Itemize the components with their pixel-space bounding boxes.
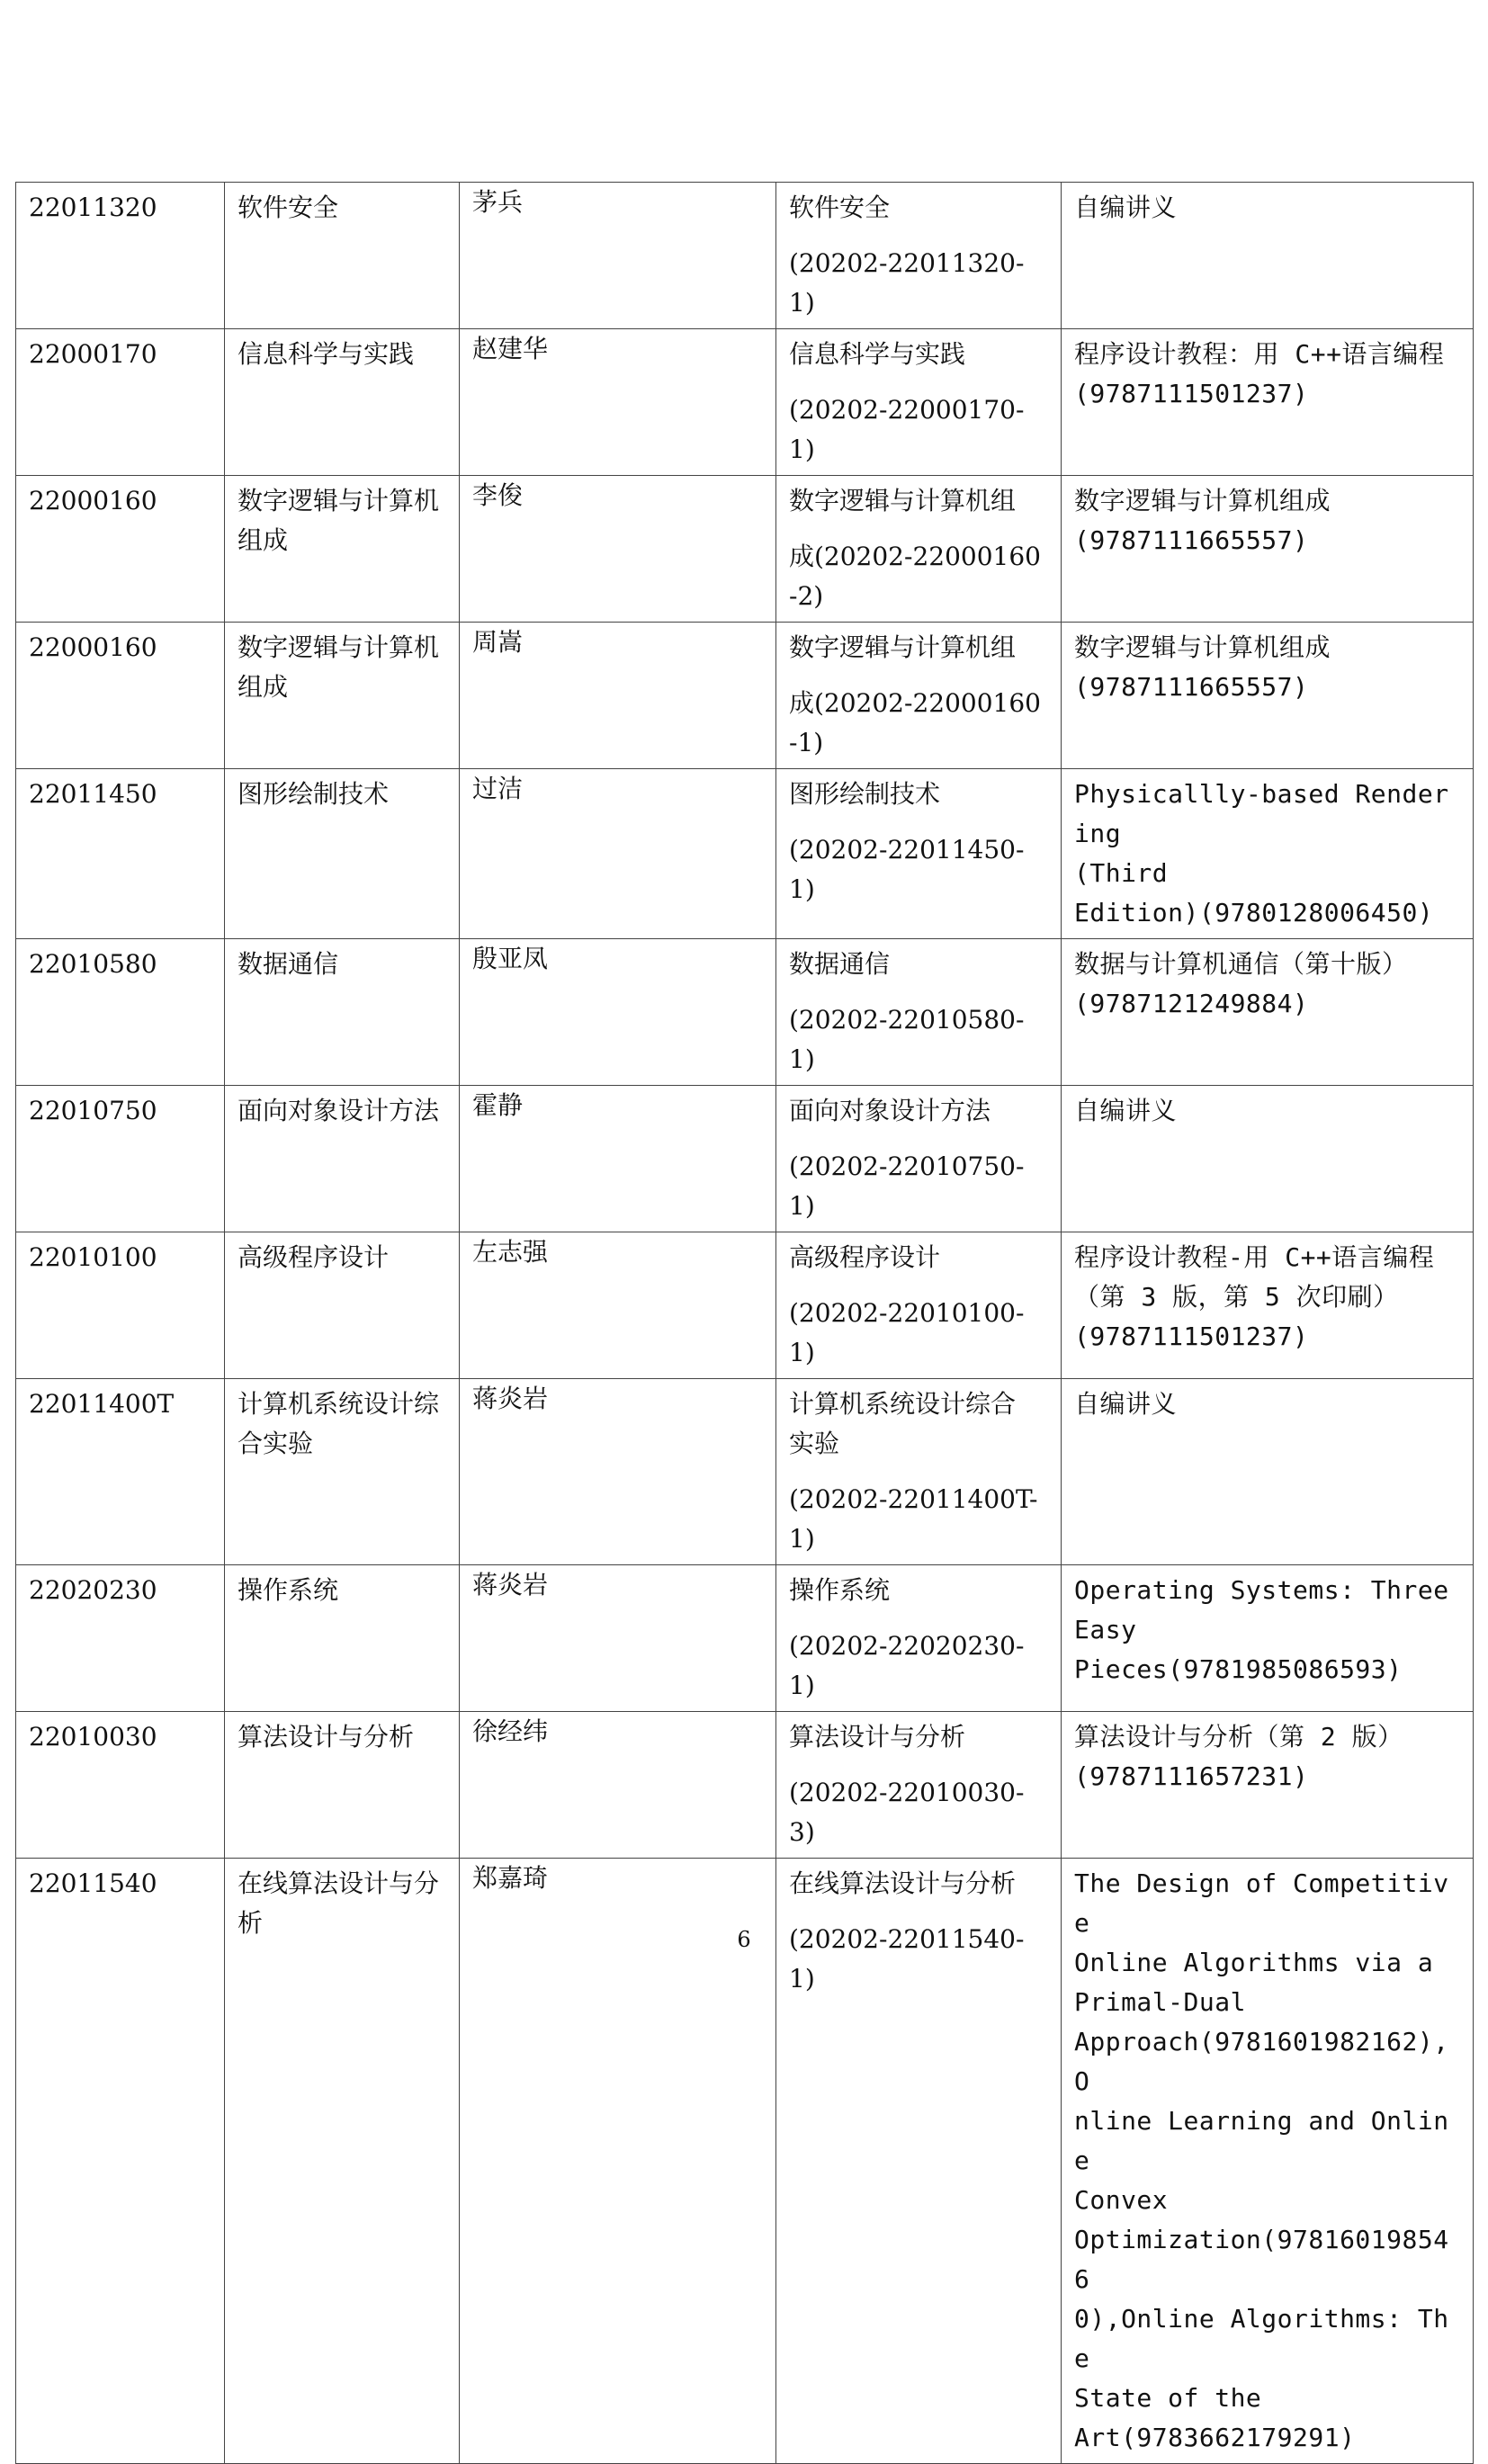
class-line: (20202-22010750-1) <box>789 1151 1025 1221</box>
class-line: (20202-22011540-1) <box>789 1924 1025 1994</box>
class-cell <box>776 1232 1062 1379</box>
textbook-line: 数字逻辑与计算机组成 <box>1074 632 1331 662</box>
class-line: (20202-22000170-1) <box>789 395 1025 464</box>
class-cell <box>776 1379 1062 1565</box>
teacher-cell: 过洁 <box>460 769 776 939</box>
textbook-cell <box>1062 1086 1474 1232</box>
textbook-cell <box>1062 769 1474 939</box>
page-number: 6 <box>737 1927 751 1952</box>
class-line: (20202-22010100-1) <box>789 1298 1025 1367</box>
course-name-cell: 高级程序设计 <box>225 1232 460 1379</box>
class-line: (20202-22011320-1) <box>789 248 1025 318</box>
textbook-line: nline Learning and Online <box>1074 2106 1449 2175</box>
textbook-cell <box>1062 329 1474 476</box>
course-code-cell: 22010750 <box>16 1086 225 1232</box>
table-row <box>16 183 1474 329</box>
textbook-line: (Third <box>1074 858 1169 888</box>
course-name-cell: 计算机系统设计综合实验 <box>225 1379 460 1565</box>
class-line: 数字逻辑与计算机组 <box>789 632 1017 662</box>
course-name-cell: 算法设计与分析 <box>225 1712 460 1859</box>
teacher-cell: 霍静 <box>460 1086 776 1232</box>
teacher-cell: 赵建华 <box>460 329 776 476</box>
textbook-line: Optimization(978160198546 <box>1074 2225 1449 2294</box>
class-cell <box>776 623 1062 769</box>
class-line: 信息科学与实践 <box>789 339 966 369</box>
course-code-cell: 22010580 <box>16 939 225 1086</box>
table-row <box>16 623 1474 769</box>
textbook-line: Pieces(9781985086593) <box>1074 1654 1403 1684</box>
teacher-cell: 蒋炎岩 <box>460 1565 776 1712</box>
course-code-cell: 22011450 <box>16 769 225 939</box>
class-line: 面向对象设计方法 <box>789 1096 991 1125</box>
class-line: (20202-22011400T-1) <box>789 1484 1038 1554</box>
textbook-line: (9787111665557) <box>1074 525 1309 555</box>
class-line: 数据通信 <box>789 949 891 979</box>
textbook-line: 0),Online Algorithms: The <box>1074 2304 1449 2373</box>
teacher-cell: 茅兵 <box>460 183 776 329</box>
table-row <box>16 1712 1474 1859</box>
textbook-line: Approach(9781601982162),O <box>1074 2027 1449 2096</box>
textbook-cell <box>1062 1712 1474 1859</box>
class-line: 数字逻辑与计算机组 <box>789 486 1017 515</box>
textbook-cell <box>1062 1565 1474 1712</box>
table-row <box>16 329 1474 476</box>
textbook-line: Edition)(9780128006450) <box>1074 898 1434 927</box>
class-line: 操作系统 <box>789 1575 891 1605</box>
teacher-cell: 周嵩 <box>460 623 776 769</box>
class-line: 计算机系统设计综合 <box>789 1389 1017 1419</box>
class-line: 软件安全 <box>789 193 891 222</box>
class-cell <box>776 1712 1062 1859</box>
course-code-cell: 22011540 <box>16 1859 225 2464</box>
textbook-cell <box>1062 623 1474 769</box>
course-code-cell: 22000160 <box>16 623 225 769</box>
table-row <box>16 1086 1474 1232</box>
textbook-cell <box>1062 476 1474 623</box>
course-code-cell: 22011320 <box>16 183 225 329</box>
course-code-cell: 22010100 <box>16 1232 225 1379</box>
course-name-cell: 在线算法设计与分析 <box>225 1859 460 2464</box>
class-line: 图形绘制技术 <box>789 779 941 809</box>
textbook-line: State of the <box>1074 2383 1262 2413</box>
textbook-line: Operating Systems: Three <box>1074 1575 1449 1605</box>
table-row <box>16 769 1474 939</box>
textbook-line: 自编讲义 <box>1074 1096 1178 1125</box>
textbook-line: Online Algorithms via a <box>1074 1948 1434 1977</box>
textbook-line: (9787111657231) <box>1074 1761 1309 1791</box>
textbook-line: (9787111665557) <box>1074 672 1309 702</box>
class-cell <box>776 769 1062 939</box>
class-cell <box>776 476 1062 623</box>
textbook-line: The Design of Competitive <box>1074 1868 1449 1938</box>
course-name-cell: 数字逻辑与计算机组成 <box>225 623 460 769</box>
course-code-cell: 22010030 <box>16 1712 225 1859</box>
textbook-line: Art(9783662179291) <box>1074 2423 1356 2452</box>
textbook-line: （第 3 版，第 5 次印刷） <box>1074 1282 1399 1312</box>
textbook-line: Easy <box>1074 1615 1137 1644</box>
course-name-cell: 图形绘制技术 <box>225 769 460 939</box>
class-cell <box>776 939 1062 1086</box>
class-line: (20202-22020230-1) <box>789 1631 1025 1700</box>
teacher-cell: 李俊 <box>460 476 776 623</box>
course-code-cell: 22020230 <box>16 1565 225 1712</box>
course-name-cell: 信息科学与实践 <box>225 329 460 476</box>
course-name-cell: 软件安全 <box>225 183 460 329</box>
class-line: (20202-22011450-1) <box>789 835 1025 904</box>
class-line: 算法设计与分析 <box>789 1722 966 1752</box>
teacher-cell: 左志强 <box>460 1232 776 1379</box>
class-line: 高级程序设计 <box>789 1242 941 1272</box>
textbook-cell <box>1062 939 1474 1086</box>
textbook-line: 数据与计算机通信（第十版） <box>1074 949 1408 979</box>
teacher-cell: 殷亚凤 <box>460 939 776 1086</box>
table-row <box>16 1379 1474 1565</box>
table-body <box>16 183 1474 2464</box>
teacher-cell: 徐经纬 <box>460 1712 776 1859</box>
course-table <box>15 182 1474 2464</box>
table-row <box>16 476 1474 623</box>
course-name-cell: 操作系统 <box>225 1565 460 1712</box>
textbook-line: 自编讲义 <box>1074 1389 1178 1419</box>
textbook-line: 数字逻辑与计算机组成 <box>1074 486 1331 515</box>
class-cell <box>776 1086 1062 1232</box>
textbook-line: 算法设计与分析（第 2 版） <box>1074 1722 1403 1752</box>
textbook-line: 程序设计教程-用 C++语言编程 <box>1074 1242 1435 1272</box>
textbook-line: Primal-Dual <box>1074 1987 1246 2017</box>
textbook-line: (9787111501237) <box>1074 1322 1309 1351</box>
course-code-cell: 22000160 <box>16 476 225 623</box>
textbook-cell <box>1062 1379 1474 1565</box>
textbook-line: 自编讲义 <box>1074 193 1178 222</box>
class-cell <box>776 183 1062 329</box>
textbook-line: Physicallly-based Rendering <box>1074 779 1449 848</box>
course-name-cell: 数字逻辑与计算机组成 <box>225 476 460 623</box>
class-cell <box>776 1565 1062 1712</box>
teacher-cell: 蒋炎岩 <box>460 1379 776 1565</box>
class-line: 成(20202-22000160-1) <box>789 688 1041 757</box>
course-name-cell: 数据通信 <box>225 939 460 1086</box>
textbook-line: (9787121249884) <box>1074 989 1309 1018</box>
class-line: 成(20202-22000160-2) <box>789 542 1041 611</box>
table-row <box>16 1232 1474 1379</box>
class-cell <box>776 329 1062 476</box>
course-code-cell: 22000170 <box>16 329 225 476</box>
textbook-line: 程序设计教程：用 C++语言编程 <box>1074 339 1445 369</box>
class-line: 实验 <box>789 1429 840 1458</box>
textbook-line: Convex <box>1074 2185 1169 2215</box>
textbook-cell <box>1062 183 1474 329</box>
class-line: (20202-22010030-3) <box>789 1778 1025 1847</box>
teacher-cell: 郑嘉琦 <box>460 1859 776 2464</box>
table-row <box>16 939 1474 1086</box>
course-name-cell: 面向对象设计方法 <box>225 1086 460 1232</box>
class-line: (20202-22010580-1) <box>789 1005 1025 1074</box>
textbook-cell <box>1062 1232 1474 1379</box>
course-code-cell: 22011400T <box>16 1379 225 1565</box>
textbook-line: (9787111501237) <box>1074 379 1309 408</box>
table-row <box>16 1565 1474 1712</box>
class-line: 在线算法设计与分析 <box>789 1868 1017 1898</box>
